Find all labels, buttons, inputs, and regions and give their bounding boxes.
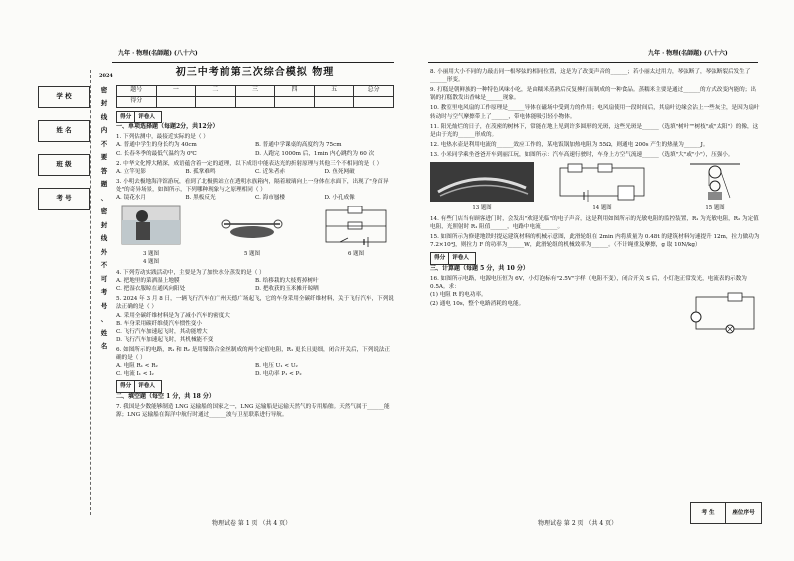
lamp-circuit-diagram — [690, 291, 760, 335]
score-table: 题号 一 二 三 四 五 总分 得分 — [116, 85, 394, 108]
header-rule-left — [112, 62, 394, 63]
figure-3: 3 题图 — [116, 204, 186, 259]
footer-left: 物理试卷 第 1 页 （共 4 页） — [212, 520, 292, 527]
question-11: 11. 阳光灿烂的日子，在茂密的树林下，常能在地上见到许多圆形的光斑，这些光斑是______（选填"树叶""树枝"或"太阳"）的像，这是由于光的______形成的。 — [430, 123, 759, 138]
scorer-box-3: 得分 评卷人 — [430, 252, 476, 264]
question-15: 15. 如图所示为修建地铁时提运建筑材料的机械示意图，此滑轮组在 2min 内将质量为 0.48t 的建筑材料匀速提升 12m，拉力做功为 7.2×10⁴J，则拉力 F 的功率为______W，此滑轮组的机械效率为______。（不计绳重及摩擦，g 取 10N/kg） — [430, 234, 760, 249]
section-2-title: 二、填空题（每空 1 分，共 18 分） — [116, 392, 215, 400]
seal-text: 2024 密 封 线 内 不 要 答 题 、 密 封 线 外 不 可 考 号 、 姓 名 — [99, 70, 109, 354]
pulley-system-diagram — [670, 162, 760, 202]
question-3: 3. 小明去极地海洋馆游玩，看到了北极熊站立在透明水族箱内，隔着玻璃向上一身体在水面下，出现了"身首异处"的奇异场景，如图所示，下列哪种现象与之原理相同（ ） A. 镜花水月 B. 黑板反光 C. 海市蜃楼 D. 小孔成像 — [116, 178, 389, 202]
left-column — [116, 66, 394, 419]
figures-row-right — [430, 162, 760, 213]
question-16: 16. 如图所示电路，电源电压恒为 6V，小灯泡标有"2.5V"字样（电阻不变），闭合开关 S 后，小灯泡正常发光，电流表的示数为 0.5A。求： (1) 电阻 R 的电功率。 (2) 通电 10s，整个电路消耗的电能。 — [430, 275, 760, 335]
figure-14: 14 题图 — [554, 162, 650, 213]
question-13: 13. 小米同学乘坐爸爸开车到丽江玩，如图所示：汽车高速行驶时，车身上方空气流速______（选填"大"或"小"），压强小。 — [430, 151, 734, 158]
question-4: 4. 下列劳动实践活动中，主要是为了加快水分蒸发的是（ ） A. 把地里的菜洒湿上地膜 B. 给移栽的大枝剪掉树叶 C. 把湿衣服晾在通风向阳处 D. 把收获的玉米摊开晾晒 — [116, 270, 319, 293]
header-rule-right — [428, 62, 758, 63]
question-12: 12. 电热水壶是利用电流的______效应工作的，某电饭锅加热电阻为 55Ω，则通电 200s 产生的热量为______J。 — [430, 141, 709, 148]
page-title: 初三中考前第三次综合模拟 物理 — [175, 67, 335, 78]
class-field[interactable]: 班 级 — [38, 154, 90, 176]
figure-13: 13 题图 — [430, 162, 534, 213]
flying-car-image — [212, 208, 292, 248]
figures-row-left — [116, 205, 394, 259]
section-3-title: 三、计算题（每题 5 分，共 10 分） — [430, 264, 529, 272]
name-field[interactable]: 姓 名 — [38, 120, 90, 142]
car-airflow-image — [430, 162, 534, 202]
header-left: 九年 · 物理(名師題) (八十六) — [118, 50, 198, 57]
figure-6: 6 题图 — [318, 206, 394, 259]
question-5: 5. 2024 年 3 月 8 日，一辆飞行汽车在广州天德广场起飞，它的车身采用全碳纤维材料，关于飞行汽车，下列说法正确的是（ ） A. 采用全碳纤维材料是为了减小汽车的密度大 B. 车身采用碳纤维使汽车惯性变小 C. 飞行汽车加速起飞时，其动能增大 D. 飞行汽车加速起飞时，其机械能不变 — [116, 296, 394, 343]
question-7: 7. 我国是少数能够制造 LNG 运输船的国家之一，LNG 运输船是运输天然气的专用船舶。天然气属于______能源；LNG 运输船在海洋中航行时通过______波与卫星联系进行导航。 — [116, 404, 390, 419]
right-column — [430, 66, 760, 335]
question-2: 2. 中华文化博大精深，成语蕴含着一定的道理，以下成语中能表达光的折射原理与其他三个不相同的是（ ） A. 立竿见影 B. 孤掌难鸣 C. 近朱者赤 D. 鱼死网破 — [116, 160, 383, 175]
header-right: 九年 · 物理(名師題) (八十六) — [648, 50, 728, 57]
seal-characters: 密 封 线 内 不 要 答 题 、 密 封 线 外 不 可 考 号 、 姓 名 — [100, 85, 108, 350]
school-field[interactable]: 学 校 — [38, 86, 90, 108]
question-8: 8. 小丽用大小不同的力敲击同一根琴弦的相同位置，这是为了改变声音的______；若小丽太过用力，琴弦断了，琴弦断裂后发生了______形变。 — [430, 69, 751, 84]
circuit-r1-r2-diagram — [318, 206, 394, 248]
scorer-box: 得分 评卷人 — [116, 111, 162, 123]
question-14: 14. 有些门店当有顾客进门时，会发出"欢迎光临"的电子声音，这是利用如图所示的光敏电阻的监控装置，R₁ 为光敏电阻，R₂ 为定值电阻，光照射时 R₁ 阻值______，电路中电流______。 — [430, 216, 759, 231]
photoresistor-circuit-diagram — [554, 162, 650, 202]
question-1: 1. 下列估测中，最接近实际的是（ ） A. 普通中学生的身长约为 40cm B. 普通中学课桌的高度约为 75cm C. 长春冬季的最低气温约为 0℃ D. 人跑完 1000m 后，1min 内心跳约为 60 次 — [116, 134, 375, 157]
figure-15: 15 题图 — [670, 162, 760, 213]
scorer-box-2: 得分 评卷人 — [116, 380, 162, 392]
seat-number-box: 考 生 座位序号 — [690, 502, 762, 524]
section-1-title: 一、单项选择题（每题2分，共12分） — [116, 122, 219, 130]
exam-number-field[interactable]: 考 号 — [38, 188, 90, 210]
figure-5: 5 题图 — [212, 208, 292, 259]
question-6: 6. 如图所示的电路，R₁ 和 R₂ 是用镍铬合金丝制成的两个定值电阻，R₁ 更长且更细，闭合开关后，下列说法正确的是（ ） A. 电阻 R₁ < R₂ B. 电压 U₁ < U₂ C. 电流 I₁ < I₂ D. 电功率 P₁ < P₂ — [116, 346, 391, 378]
footer-right: 物理试卷 第 2 页 （共 4 页） — [538, 520, 618, 527]
question-9: 9. 打糕是朝鲜族的一种特色风味小吃，是由糯米蒸熟后反复捶打而制成的一种食品。蒸糯米主要是通过______的方式改变内能的；出锅的打糕散发出香味是______现象。 — [430, 87, 756, 102]
polar-bear-tank-image — [116, 204, 186, 248]
seal-dashed-line — [90, 70, 91, 515]
figure-4-caption-row: 4 题图 — [143, 259, 159, 266]
question-10: 10. 教室里电风扇的工作原理是______导体在磁场中受到力的作用；电风扇使用一段时间后，其扇叶边缘会沾上一些灰尘，是因为扇叶转动时与空气摩擦带上了______，带电体能吸引轻小物体。 — [430, 105, 760, 120]
